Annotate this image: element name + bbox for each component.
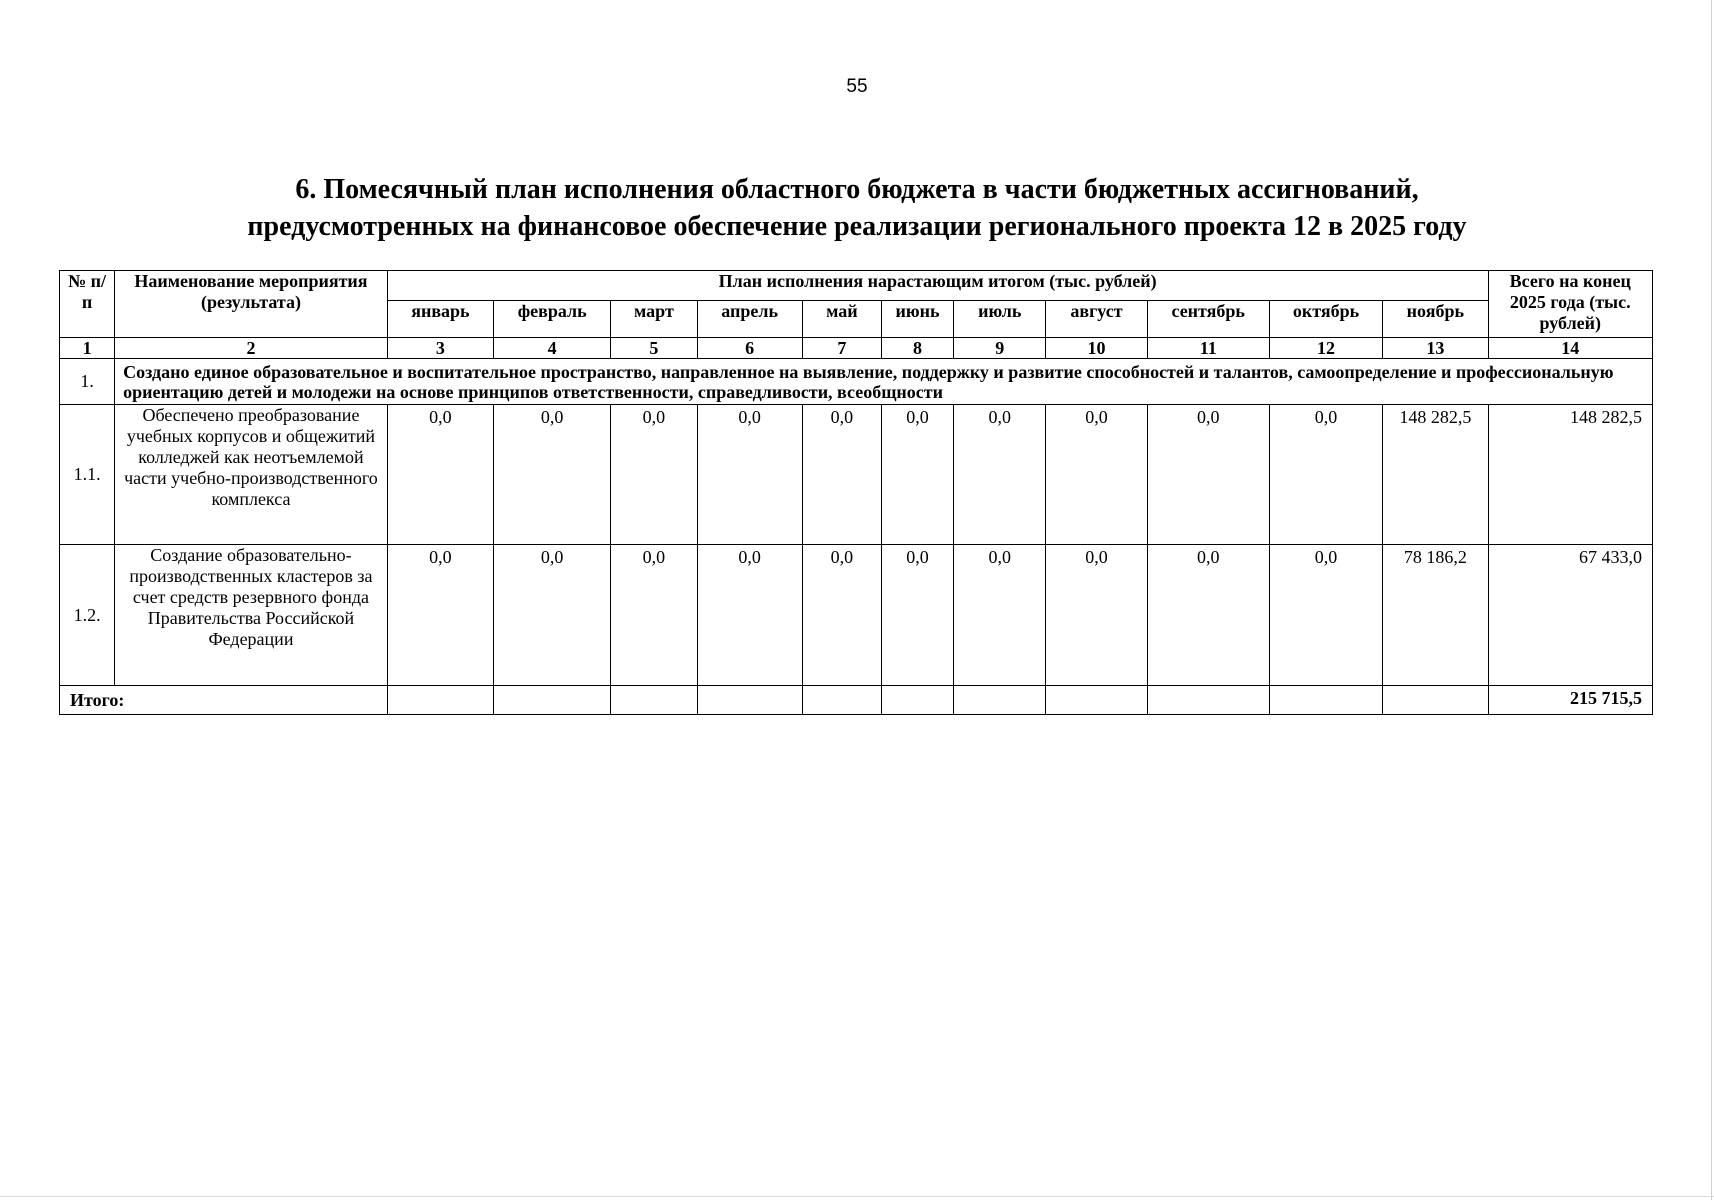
row-total: 148 282,5 <box>1488 405 1652 545</box>
footer-empty-cell <box>1383 686 1488 715</box>
header-name: Наименование мероприятия (результата) <box>115 271 388 338</box>
header-month: июль <box>954 301 1046 338</box>
row-value: 0,0 <box>1046 405 1147 545</box>
row-value: 0,0 <box>881 405 953 545</box>
footer-empty-cell <box>494 686 611 715</box>
row-num: 1.1. <box>60 405 115 545</box>
title-line-1: 6. Помесячный план исполнения областного бюджета в части бюджетных ассигнований, <box>295 174 1419 205</box>
column-number: 13 <box>1383 338 1488 359</box>
row-name: Создание образовательно-производственных кластеров за счет средств резервного фонда Правительства Российской Федерации <box>115 545 388 686</box>
header-month: февраль <box>494 301 611 338</box>
header-month: июнь <box>881 301 953 338</box>
goal-text: Создано единое образовательное и воспитательное пространство, направленное на выявление, поддержку и развитие способностей и талантов, самоопределение и профессиональную ориентацию детей и молодежи на основе принципов ответственности, справедливости, всеобщности <box>115 359 1653 405</box>
row-value: 0,0 <box>611 545 697 686</box>
scan-edge-right <box>1711 0 1712 1200</box>
row-value: 0,0 <box>1269 545 1382 686</box>
header-month: ноябрь <box>1383 301 1488 338</box>
header-month: август <box>1046 301 1147 338</box>
footer-row <box>60 686 1653 715</box>
row-value: 0,0 <box>611 405 697 545</box>
goal-num: 1. <box>60 359 115 405</box>
header-plan-group: План исполнения нарастающим итогом (тыс. рублей) <box>387 271 1488 301</box>
column-number: 3 <box>387 338 493 359</box>
table-row <box>60 545 1653 686</box>
column-number: 8 <box>881 338 953 359</box>
scan-edge-bottom <box>0 1196 1714 1197</box>
row-value: 0,0 <box>1269 405 1382 545</box>
column-number: 4 <box>494 338 611 359</box>
footer-empty-cell <box>881 686 953 715</box>
title-line-2: предусмотренных на финансовое обеспечение реализации регионального проекта 12 в 2025 году <box>247 211 1467 242</box>
footer-total: 215 715,5 <box>1488 686 1652 715</box>
column-number-row <box>60 338 1653 359</box>
header-month: апрель <box>697 301 802 338</box>
footer-empty-cell <box>697 686 802 715</box>
row-value: 0,0 <box>954 405 1046 545</box>
row-name: Обеспечено преобразование учебных корпусов и общежитий колледжей как неотъемлемой части учебно-производственного комплекса <box>115 405 388 545</box>
page-number: 55 <box>846 76 868 97</box>
row-num: 1.2. <box>60 545 115 686</box>
row-value: 78 186,2 <box>1383 545 1488 686</box>
header-num: № п/п <box>60 271 115 338</box>
row-value: 0,0 <box>802 545 881 686</box>
column-number: 11 <box>1147 338 1269 359</box>
header-row-top <box>60 271 1653 301</box>
header-month: сентябрь <box>1147 301 1269 338</box>
row-value: 0,0 <box>1147 545 1269 686</box>
row-value: 0,0 <box>387 545 493 686</box>
footer-empty-cell <box>387 686 493 715</box>
header-month: май <box>802 301 881 338</box>
budget-plan-table <box>59 270 1653 715</box>
column-number: 5 <box>611 338 697 359</box>
footer-empty-cell <box>802 686 881 715</box>
column-number: 10 <box>1046 338 1147 359</box>
footer-empty-cell <box>954 686 1046 715</box>
column-number: 1 <box>60 338 115 359</box>
row-value: 0,0 <box>954 545 1046 686</box>
column-number: 2 <box>115 338 388 359</box>
row-total: 67 433,0 <box>1488 545 1652 686</box>
header-month: январь <box>387 301 493 338</box>
footer-empty-cell <box>1269 686 1382 715</box>
column-number: 7 <box>802 338 881 359</box>
goal-row <box>60 359 1653 405</box>
row-value: 0,0 <box>697 405 802 545</box>
row-value: 0,0 <box>494 545 611 686</box>
table-row <box>60 405 1653 545</box>
row-value: 148 282,5 <box>1383 405 1488 545</box>
row-value: 0,0 <box>802 405 881 545</box>
row-value: 0,0 <box>1147 405 1269 545</box>
row-value: 0,0 <box>1046 545 1147 686</box>
column-number: 9 <box>954 338 1046 359</box>
document-title <box>60 171 1654 245</box>
footer-label: Итого: <box>60 686 388 715</box>
column-number: 12 <box>1269 338 1382 359</box>
header-month: март <box>611 301 697 338</box>
row-value: 0,0 <box>494 405 611 545</box>
header-month: октябрь <box>1269 301 1382 338</box>
row-value: 0,0 <box>881 545 953 686</box>
row-value: 0,0 <box>387 405 493 545</box>
column-number: 14 <box>1488 338 1652 359</box>
header-total: Всего на конец 2025 года (тыс. рублей) <box>1488 271 1652 338</box>
footer-empty-cell <box>1046 686 1147 715</box>
footer-empty-cell <box>1147 686 1269 715</box>
column-number: 6 <box>697 338 802 359</box>
row-value: 0,0 <box>697 545 802 686</box>
footer-empty-cell <box>611 686 697 715</box>
